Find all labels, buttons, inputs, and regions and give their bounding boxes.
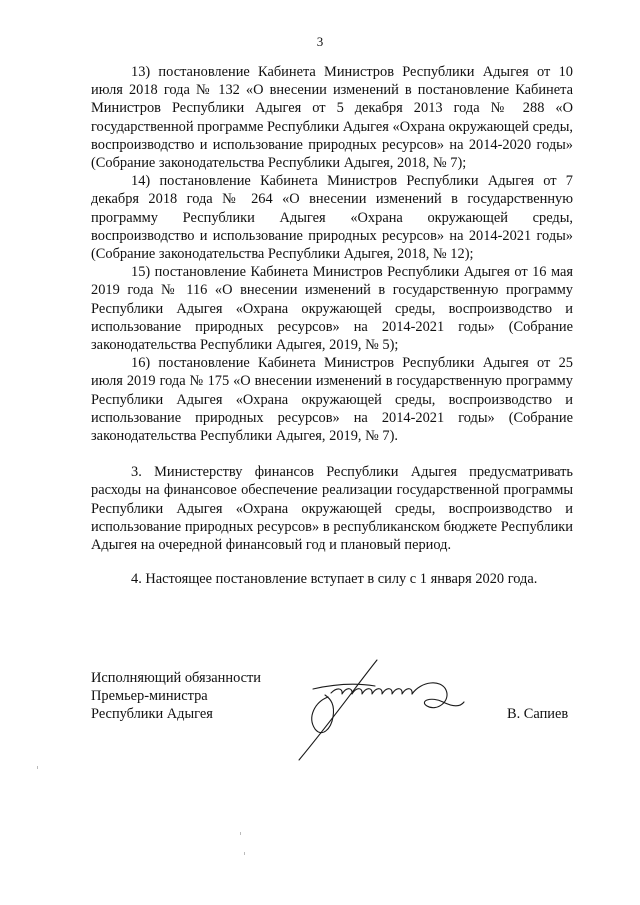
clause-4: 4. Настоящее постановление вступает в силу с 1 января 2020 года. <box>131 571 538 588</box>
clause-3: 3. Министерству финансов Республики Адыгея предусматривать расходы на финансовое обеспечение реализации государственной программы Республики Адыгея «Охрана окружающей среды, воспроизводство и использование природных ресурсов» в республиканском бюджете Республики Адыгея на очередной финансовый год и плановый период. <box>91 464 573 554</box>
page-number: 3 <box>316 34 324 49</box>
list-item-16: 16) постановление Кабинета Министров Республики Адыгея от 25 июля 2019 года № 175 «О внесении изменений в государственную программу Республики Адыгея «Охрана окружающей среды, воспроизводство и использование природных ресурсов» на 2014-2021 годы» (Собрание законодательства Республики Адыгея, 2019, № 7). <box>91 355 573 445</box>
scan-speck <box>37 766 38 769</box>
scan-speck <box>240 832 241 835</box>
signatory-name: В. Сапиев <box>507 706 569 722</box>
list-item-13: 13) постановление Кабинета Министров Республики Адыгея от 10 июля 2018 года № 132 «О внесении изменений в постановление Кабинета Министров Республики Адыгея от 5 декабря 2013 года № 288 «О государственной программе Республики Адыгея «Охрана окружающей среды, воспроизводство и использование природных ресурсов» на 2014-2020 годы» (Собрание законодательства Республики Адыгея, 2018, № 7); <box>91 64 573 172</box>
signatory-title <box>91 669 261 724</box>
handwritten-signature <box>295 657 465 767</box>
document-body <box>91 63 573 588</box>
signatory-line-2: Премьер-министра <box>91 688 208 705</box>
list-item-14: 14) постановление Кабинета Министров Республики Адыгея от 7 декабря 2018 года № 264 «О внесении изменений в государственную программу Республики Адыгея «Охрана окружающей среды, воспроизводство и использование природных ресурсов» на 2014-2021 годы» (Собрание законодательства Республики Адыгея, 2018, № 12); <box>91 173 573 263</box>
list-item-15: 15) постановление Кабинета Министров Республики Адыгея от 16 мая 2019 года № 116 «О внесении изменений в государственную программу Республики Адыгея «Охрана окружающей среды, воспроизводство и использование природных ресурсов» на 2014-2021 годы» (Собрание законодательства Республики Адыгея, 2019, № 5); <box>91 264 573 354</box>
scan-speck <box>244 852 245 855</box>
signatory-line-1: Исполняющий обязанности <box>91 670 262 686</box>
signatory-line-3: Республики Адыгея <box>91 706 213 723</box>
